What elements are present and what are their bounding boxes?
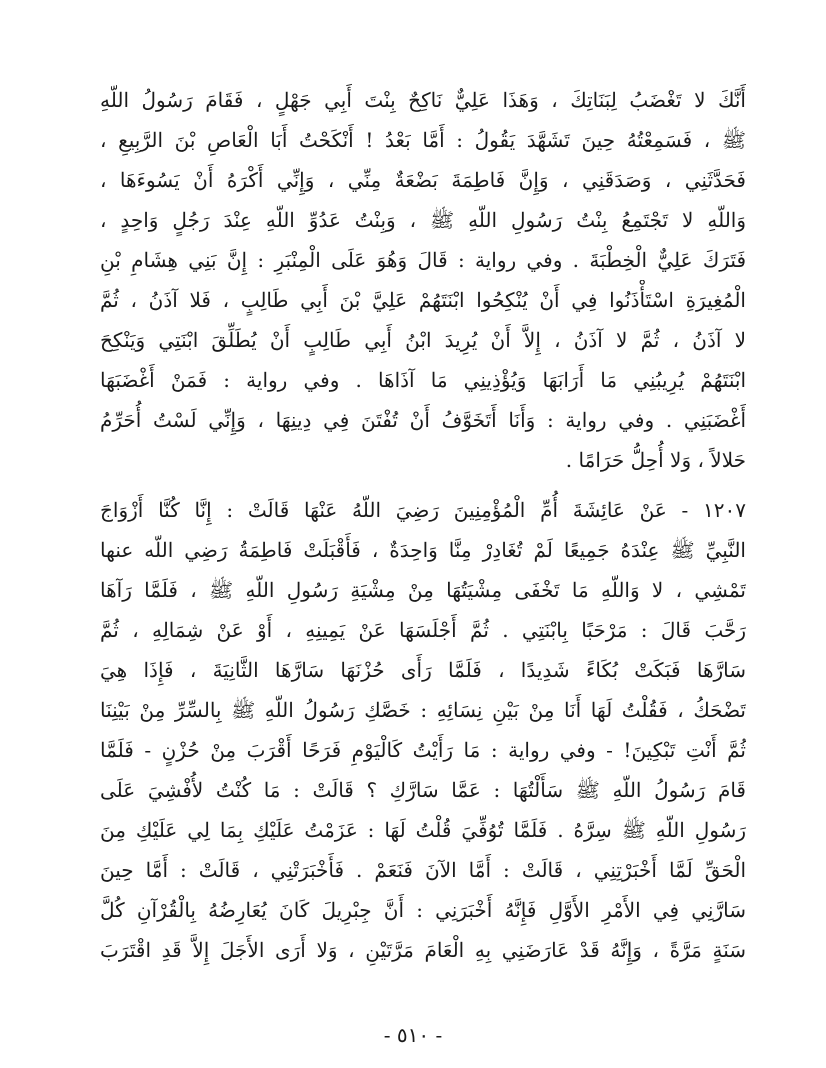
text-line: لا آذَنُ ، ثُمَّ لا آذَنُ ، إِلاَّ أَنْ يُرِيدَ ابْنُ أَبِي طَالِبٍ أَنْ يُطَلِّقَ ابْنَتِي وَيَنْكِحَ [100, 328, 746, 352]
text-line: سَنَةٍ مَرَّةً ، وَإِنَّهُ قَدْ عَارَضَنِي بِهِ الْعَامَ مَرَّتَيْنِ ، وَلا أَرَى الأَجَلَ إِلاَّ قَدِ اقْتَرَبَ [100, 938, 746, 962]
text-line: أَنَّكَ لا تَغْضَبُ لِبَنَاتِكَ ، وَهَذَا عَلِيٌّ نَاكِحٌ بِنْتَ أَبِي جَهْلٍ ، فَقَامَ رَسُولُ اللّهِ [100, 88, 746, 112]
text-line: فَحَدَّثَنِي ، وَصَدَقَنِي ، وَإِنَّ فَاطِمَةَ بَضْعَةٌ مِنِّي ، وَإِنِّي أَكْرَهُ أَنْ يَسُوءَهَا ، [100, 168, 746, 192]
text-line: ﷺ ، فَسَمِعْتُهُ حِينَ تَشَهَّدَ يَقُولُ : أَمَّا بَعْدُ ! أَنْكَحْتُ أَبَا الْعَاصِ بْنَ الرَّبِيعِ ، [100, 128, 746, 152]
text-line: أَغْضَبَنِي . وفي رواية : وَأَنَا أَتَخَوَّفُ أَنْ تُفْتَنَ فِي دِينِهَا ، وَإِنِّي لَسْتُ أُحَرِّمُ [100, 408, 746, 432]
text-line: ابْنَتَهُمْ يُرِيبُنِي مَا أَرَابَهَا وَيُؤْذِينِي مَا آذَاهَا . وفي رواية : فَمَنْ أَغْضَبَهَا [100, 368, 746, 392]
text-line: تَضْحَكُ ، فَقُلْتُ لَهَا أَنَا مِنْ بَيْنِ نِسَائِهِ : خَصَّكِ رَسُولُ اللّهِ ﷺ بِالسِّرِّ مِنْ بَيْنِنَا [100, 698, 746, 722]
text-line: ١٢٠٧ - عَنْ عَائِشَةَ أُمِّ الْمُؤْمِنِينَ رَضِيَ اللّهُ عَنْهَا قَالَتْ : إِنَّا كُنَّا أَزْوَاجَ [100, 498, 746, 522]
text-line: النَّبِيِّ ﷺ عِنْدَهُ جَمِيعًا لَمْ تُغَادِرْ مِنَّا وَاحِدَةٌ ، فَأَقْبَلَتْ فَاطِمَةُ رَضِي اللّه عنها [100, 538, 746, 562]
text-line: فَتَرَكَ عَلِيٌّ الْخِطْبَةَ . وفي رواية : قَالَ وَهُوَ عَلَى الْمِنْبَرِ : إِنَّ بَنِي هِشَامِ بْنِ [100, 248, 746, 272]
text-line: سَارَّهَا فَبَكَتْ بُكَاءً شَدِيدًا ، فَلَمَّا رَأَى حُزْنَهَا سَارَّهَا الثَّانِيَةَ ، فَإِذَا هِيَ [100, 658, 746, 682]
text-line: رَحَّبَ قَالَ : مَرْحَبًا بِابْنَتِي . ثُمَّ أَجْلَسَهَا عَنْ يَمِينِهِ ، أَوْ عَنْ شِمَالِهِ ، ثُمَّ [100, 618, 746, 642]
paragraph-continued-hadith [100, 80, 746, 480]
text-line: الْمُغِيرَةِ اسْتَأْذَنُوا فِي أَنْ يُنْكِحُوا ابْنَتَهُمْ عَلِيَّ بْنَ أَبِي طَالِبٍ ، فَلا آذَنُ ، ثُمَّ [100, 288, 746, 312]
text-line: قَامَ رَسُولُ اللّهِ ﷺ سَأَلْتُهَا : عَمَّا سَارَّكِ ؟ قَالَتْ : مَا كُنْتُ لأُفْشِيَ عَلَى [100, 778, 746, 802]
text-line: وَاللّهِ لا تَجْتَمِعُ بِنْتُ رَسُولِ اللّهِ ﷺ ، وَبِنْتُ عَدُوِّ اللّهِ عِنْدَ رَجُلٍ وَاحِدٍ ، [100, 208, 746, 232]
text-line: ثُمَّ أَنْتِ تَبْكِينَ! - وفي رواية : مَا رَأَيْتُ كَالْيَوْمِ فَرَحًا أَقْرَبَ مِنْ حُزْنٍ - فَلَمَّا [100, 738, 746, 762]
page-number: - ٥١٠ - [383, 1023, 443, 1047]
text-line: تَمْشِي ، لا وَاللّهِ مَا تَخْفَى مِشْيَتُهَا مِنْ مِشْيَةِ رَسُولِ اللّهِ ﷺ ، فَلَمَّا رَآهَا [100, 578, 746, 602]
paragraph-hadith-1207 [100, 490, 746, 970]
text-line: رَسُولِ اللّهِ ﷺ سِرَّهُ . فَلَمَّا تُوُفِّيَ قُلْتُ لَهَا : عَزَمْتُ عَلَيْكِ بِمَا لِي عَلَيْكِ مِنَ [100, 818, 746, 842]
text-line: سَارَّنِي فِي الأَمْرِ الأَوَّلِ فَإِنَّهُ أَخْبَرَنِي : أَنَّ جِبْرِيلَ كَانَ يُعَارِضُهُ بِالْقُرْآنِ كُلَّ [100, 898, 746, 922]
text-line: الْحَقِّ لَمَّا أَخْبَرْتِنِي ، قَالَتْ : أَمَّا الآنَ فَنَعَمْ . فَأَخْبَرَتْنِي ، قَالَتْ : أَمَّا حِينَ [100, 858, 746, 882]
text-line: حَلالاً ، وَلا أُحِلُّ حَرَامًا . [565, 448, 746, 472]
